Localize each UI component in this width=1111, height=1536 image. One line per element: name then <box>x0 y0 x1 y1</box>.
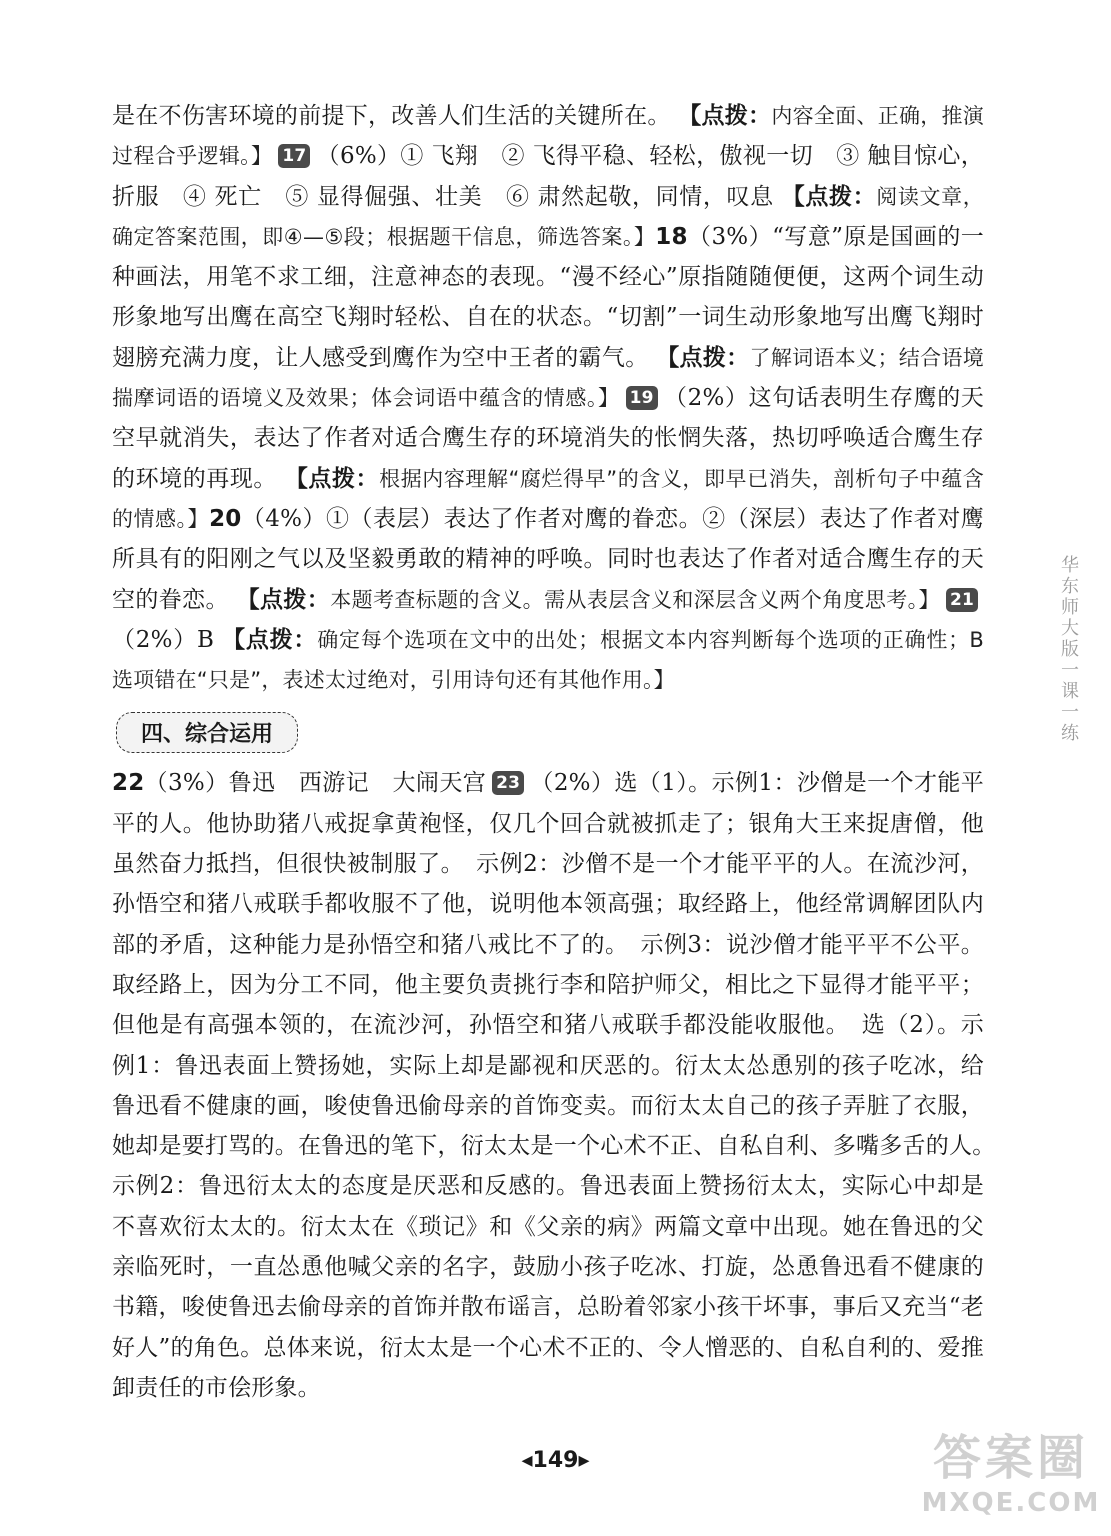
tip-text: 阅读文章，确定答案范围，即④—⑤段；根据题干信息，筛选答案。】 <box>112 184 984 249</box>
question-number-badge: 23 <box>492 771 524 795</box>
tip-label: 【点拨： <box>678 103 772 129</box>
tip-text: 内容全面、正确，推演过程合乎逻辑。】 <box>112 104 984 169</box>
answer-text: 是在不伤害环境的前提下，改善人们生活的关键所在。 <box>112 103 679 129</box>
answer-text: （2%）这句话表明生存鹰的天空早就消失，表达了作者对适合鹰生存的环境消失的怅惘失落，热切呼唤适合鹰生存的环境的再现。 <box>112 385 984 492</box>
tip-label: 【点拨： <box>284 465 380 492</box>
answer-text: （3%）“写意”原是国画的一种画法，用笔不求工细，注意神态的表现。“漫不经心”原指随随便便，这两个词生动形象地写出鹰在高空飞翔时轻松、自在的状态。“切割”一词生动形象地写出鹰飞翔时翅膀充满力度，让人感受到鹰作为空中王者的霸气。 <box>112 223 984 371</box>
question-number-badge: 21 <box>946 588 978 612</box>
watermark-logo <box>921 1428 1101 1528</box>
page-number: ◂149▸ <box>521 1448 590 1473</box>
tip-text: 确定每个选项在文中的出处；根据文本内容判断每个选项的正确性；B选项错在“只是”，表述太过绝对，引用诗句还有其他作用。】 <box>112 627 984 693</box>
answer-text: （6%）① 飞翔 ② 飞得平稳、轻松，傲视一切 ③ 触目惊心，折服 ④ 死亡 ⑤ 显得倔强、壮美 ⑥ 肃然起敬，同情，叹息 <box>112 143 984 210</box>
tip-text: 根据内容理解“腐烂得早”的含义，即早已消失，剖析句子中蕴含的情感。】 <box>112 466 984 531</box>
tip-label: 【点拨： <box>656 344 750 371</box>
tip-label: 【点拨： <box>236 586 331 613</box>
tip-label: 【点拨： <box>222 626 318 653</box>
tip-text: 了解词语本义；结合语境揣摩词语的语境义及效果；体会词语中蕴含的情感。】 <box>112 345 984 411</box>
answer-paragraph-comprehensive <box>112 763 1008 1408</box>
watermark-top: 答案圈 <box>932 1430 1089 1486</box>
tip-text: 本题考查标题的含义。需从表层含义和深层含义两个角度思考。】 <box>330 587 940 612</box>
question-number: 18 <box>655 223 688 250</box>
question-number-badge: 17 <box>278 144 310 168</box>
answer-text: （2%）选（1）。示例1：沙僧是一个才能平平的人。他协助猪八戒捉拿黄袍怪，仅几个回合就被抓走了；银角大王来捉唐僧，他虽然奋力抵挡，但很快被制服了。 示例2：沙僧不是一个才能平平的人。在流沙河，孙悟空和猪八戒联手都收服不了他，说明他本领高强；取经路上，他经常调解团队内部的矛盾，这种能力是孙悟空和猪八戒比不了的。 示例3：说沙僧才能平平不公平。取经路上，因为分工不同，他主要负责挑行李和陪护师父，相比之下显得才能平平；但他是有高强本领的，在流沙河，孙悟空和猪八戒联手都没能收服他。 选（2）。示例1：鲁迅表面上赞扬她，实际上却是鄙视和厌恶的。衍太太怂恿别的孩子吃冰，给鲁迅看不健康的画，唆使鲁迅偷母亲的首饰变卖。而衍太太自己的孩子弄脏了衣服，她却是要打骂的。在鲁迅的笔下，衍太太是一个心术不正、自私自利、多嘴多舌的人。 示例2：鲁迅衍太太的态度是厌恶和反感的。鲁迅表面上赞扬衍太太，实际心中却是不喜欢衍太太的。衍太太在《琐记》和《父亲的病》两篇文章中出现。她在鲁迅的父亲临死时，一直怂恿他喊父亲的名字，鼓励小孩子吃冰、打旋，怂恿鲁迅看不健康的书籍，唆使鲁迅去偷母亲的首饰并散布谣言，总盼着邻家小孩干坏事，事后又充当“老好人”的角色。总体来说，衍太太是一个心术不正的、令人憎恶的、自私自利的、爱推卸责任的市侩形象。 <box>112 770 1008 1401</box>
answer-text: （2%）B <box>112 626 223 653</box>
watermark-bottom: MXQE.COM <box>921 1488 1101 1518</box>
answer-text: （4%）①（表层）表达了作者对鹰的眷恋。②（深层）表达了作者对鹰所具有的阳刚之气以及坚毅勇敢的精神的呼唤。同时也表达了作者对适合鹰生存的天空的眷恋。 <box>112 505 985 613</box>
section-title: 四、综合运用 <box>116 712 298 753</box>
answer-paragraph-reading <box>112 96 984 700</box>
question-number-badge: 19 <box>626 386 658 410</box>
answer-text: （3%）鲁迅 西游记 大闹天宫 <box>144 770 487 797</box>
question-number: 22 <box>112 770 145 797</box>
page-content <box>112 96 1008 1408</box>
side-book-title: 华东师大版一课一练 <box>1058 555 1079 744</box>
tip-label: 【点拨： <box>781 183 877 210</box>
question-number: 20 <box>209 505 242 532</box>
